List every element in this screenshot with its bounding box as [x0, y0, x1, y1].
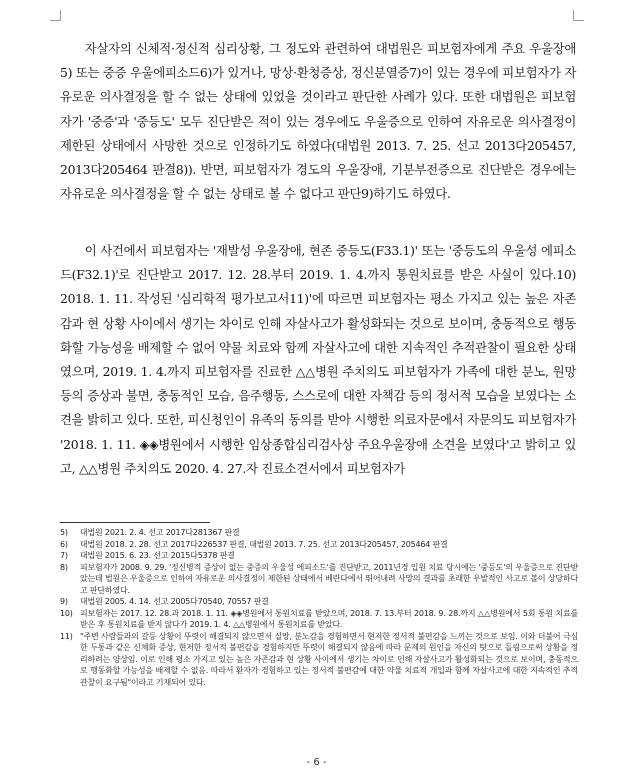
- footnote-number: 7): [60, 551, 68, 560]
- footnote-8: [60, 562, 578, 597]
- footnotes: [60, 527, 578, 688]
- paragraph-1: [60, 37, 576, 206]
- paragraph-text: 자살자의 신체적·정신적 심리상황, 그 정도와 관련하여 대법원은 피보험자에게 주요 우울장애5) 또는 중증 우울에피소드6)가 있거나, 망상·환청증상, 정신분열증7)이 있는 경우에 피보험자가 자유로운 의사결정을 할 수 없는 상태에 있었을 것이라고 판단한 사례가 있다. 또한 대법원은 피보험자가 '중증'과 '중등도' 모두 진단받은 적이 있는 경우에도 우울증으로 인하여 자유로운 의사결정이 제한된 상태에서 사망한 것으로 인정하기도 하였다(대법원 2013. 7. 25. 선고 2013다205457, 2013다205464 판결8)). 반면, 피보험자가 경도의 우울장애, 기분부전증으로 진단받은 경우에는 자유로운 의사결정을 할 수 없는 상태로 볼 수 없다고 판단9)하기도 하였다.: [60, 41, 576, 202]
- footnote-6: [60, 539, 578, 551]
- footnote-text: "주변 사람들과의 갈등 상황이 뚜렷이 해결되지 않으면서 실망, 분노감을 경험하면서 현저한 정서적 불편감을 느끼는 것으로 보임. 이와 더불어 극심한 두통과 같은 신체화 증상, 현저한 정서적 불편감을 경험하지만 뚜렷이 해결되지 않음에 따라 문제의 원인을 자신의 탓으로 돌림으로써 상황을 정리하려는 양상임. 이로 인해 평소 가지고 있는 높은 자존감과 현 상황 사이에서 생기는 차이로 인해 자살사고가 활성화되는 것으로 보이며, 충동적으로 행동화할 가능성을 배제할 수 없음. 따라서 환자가 경험하고 있는 정서적 불편감에 대한 약물 치료적 개입과 함께 자살사고에 대한 지속적인 추적관찰이 요구됨"이라고 기재되어 있다.: [80, 631, 578, 687]
- footnote-10: [60, 608, 578, 631]
- page-number: - 6 -: [306, 757, 327, 768]
- footnote-7: [60, 550, 578, 562]
- crop-mark-top-right: [573, 10, 584, 21]
- footnote-number: 11): [60, 631, 73, 641]
- footnote-text: 대법원 2021. 2. 4. 선고 2017다281367 판결: [80, 528, 240, 537]
- footnote-text: 대법원 2005. 4. 14. 선고 2005다70540, 70557 판결: [80, 597, 269, 606]
- footnote-5: [60, 527, 578, 539]
- footnote-number: 5): [60, 528, 68, 537]
- paragraph-text: 이 사건에서 피보험자는 '재발성 우울장애, 현존 중등도(F33.1)' 또는 '중등도의 우울성 에피소드(F32.1)'로 진단받고 2017. 12. 28.부터 2019. 1. 4.까지 통원치료를 받은 사실이 있다.10) 2018. 1. 11. 작성된 '심리학적 평가보고서11)'에 따르면 피보험자는 평소 가지고 있는 높은 자존감과 현 상황 사이에서 생기는 차이로 인해 자살사고가 활성화되는 것으로 보이며, 충동적으로 행동화할 가능성을 배제할 수 없어 약물 치료와 함께 자살사고에 대한 지속적인 추적관찰이 필요한 상태였으며, 2019. 1. 4.까지 피보험자를 진료한 △△병원 주치의도 피보험자가 가족에 대한 분노, 원망 등의 증상과 불면, 충동적인 모습, 음주행동, 스스로에 대한 자책감 등의 정서적 모습을 보였다는 소견을 밝히고 있다. 또한, 피신청인이 유족의 동의를 받아 시행한 의료자문에서 자문의도 피보험자가 '2018. 1. 11. ◈◈병원에서 시행한 임상종합심리검사상 주요우울장애 소견을 보였다'고 밝히고 있고, △△병원 주치의도 2020. 4. 27.자 진료소견서에서 피보험자가: [60, 243, 576, 476]
- footnote-text: 대법원 2018. 2. 28. 선고 2017다226537 판결, 대법원 2013. 7. 25. 선고 2013다205457, 205464 판결: [80, 539, 448, 549]
- footnote-9: [60, 596, 578, 608]
- crop-mark-top-left: [50, 10, 61, 21]
- footnote-separator: [60, 522, 210, 523]
- footnote-number: 6): [60, 539, 68, 549]
- footnote-number: 8): [60, 562, 68, 572]
- footnote-11: [60, 631, 578, 689]
- footnote-text: 피보험자는 2017. 12. 28.과 2018. 1. 11. ◈◈병원에서 통원치료를 받았으며, 2018. 7. 13.부터 2018. 9. 28.까지 △△병원에서 5회 통원 치료를 받은 후 통원치료를 받지 않다가 2019. 1. 4. △△병원에서 통원치료를 받았다.: [80, 608, 578, 629]
- footnote-number: 10): [60, 608, 73, 618]
- paragraph-2: [60, 239, 576, 481]
- footnote-text: 대법원 2015. 6. 23. 선고 2015다5378 판결: [80, 551, 235, 560]
- footnote-text: 피보험자가 2008. 9. 29. '정신병적 증상이 없는 중증의 우울성 에피소드'를 진단받고, 2011년경 입원 치료 당시에는 '중등도'의 우울증으로 진단받았는데 법원은 우울증으로 인하여 자유로운 의사결정이 제한된 상태에서 베란다에서 뛰어내려 사망의 결과를 초래한 우발적인 사고로 볼이 상당하다고 판단하였다.: [80, 562, 578, 595]
- footnote-number: 9): [60, 597, 68, 606]
